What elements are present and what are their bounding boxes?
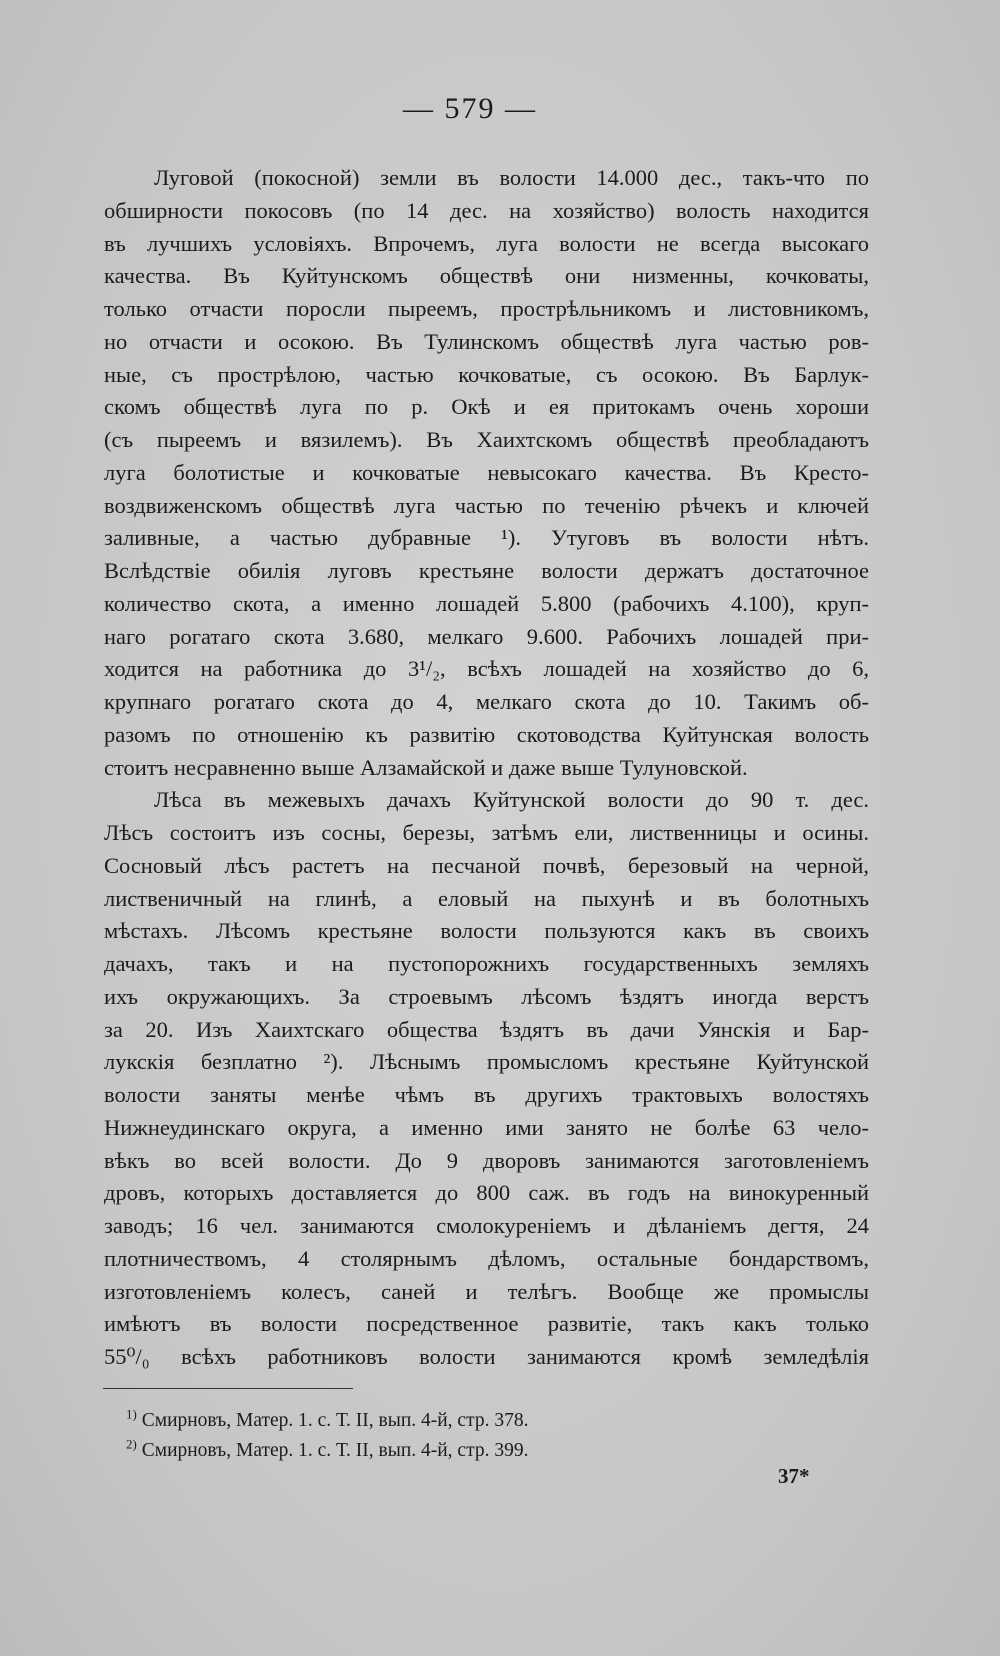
text-line: Вслѣдствiе обилiя луговъ крестьяне волости держатъ достаточное xyxy=(104,558,869,583)
text-line: заводъ; 16 чел. занимаются смолокуренiемъ и дѣланiемъ дегтя, 24 xyxy=(104,1213,869,1238)
text-line: обширности покосовъ (по 14 дес. на хозяйство) волость находится xyxy=(104,197,869,223)
text-line: волости заняты менѣе чѣмъ въ другихъ трактовыхъ волостяхъ xyxy=(104,1082,869,1107)
text-line: стоитъ несравненно выше Алзамайской и даже выше Тулуновской. xyxy=(104,754,748,780)
footnote-text: Смирновъ, Матер. 1. с. Т. II, вып. 4-й, стр. 399. xyxy=(136,1440,529,1461)
text-line: ходится на работника до 3¹/₂, всѣхъ лошадей на хозяйство до 6, xyxy=(104,656,869,682)
printer-signature: 37* xyxy=(778,1464,810,1488)
footnote-divider xyxy=(103,1388,353,1389)
text-line: луга болотистые и кочковатые невысокаго качества. Въ Кресто- xyxy=(104,459,869,485)
text-line: наго рогатаго скота 3.680, мелкаго 9.600. Рабочихъ лошадей при- xyxy=(104,623,869,649)
footnotes xyxy=(126,1406,826,1466)
text-line: имѣютъ въ волости посредственное развитiе, такъ какъ только xyxy=(104,1311,869,1337)
text-line: крупнаго рогатаго скота до 4, мелкаго скота до 10. Такимъ об- xyxy=(104,689,869,714)
body-text xyxy=(104,162,869,1374)
text-line: Нижнеудинскаго округа, а именно ими занято не болѣе 63 чело- xyxy=(104,1114,869,1140)
text-line: но отчасти и осокою. Въ Тулинскомъ обществѣ луга частью ров- xyxy=(104,328,869,354)
text-line: ные, съ прострѣлою, частью кочковатые, съ осокою. Въ Барлук- xyxy=(104,361,869,387)
footnote-mark: 2) xyxy=(126,1436,137,1452)
text-line: Сосновый лѣсъ растетъ на песчаной почвѣ, березовый на черной, xyxy=(104,852,869,878)
text-line: воздвиженскомъ обществѣ луга частью по теченiю рѣчекъ и ключей xyxy=(104,492,869,518)
text-line: Лѣсъ состоитъ изъ сосны, березы, затѣмъ ели, лиственницы и осины. xyxy=(104,820,869,845)
text-line: лукскiя безплатно ²). Лѣснымъ промысломъ крестьяне Куйтунской xyxy=(104,1049,869,1075)
text-line: разомъ по отношенiю къ развитiю скотоводства Куйтунская волость xyxy=(104,721,869,747)
footnote-2 xyxy=(126,1436,826,1466)
text-line: количество скота, а именно лошадей 5.800 (рабочихъ 4.100), круп- xyxy=(104,590,869,616)
text-line: заливные, а частью дубравные ¹). Утуговъ въ волости нѣтъ. xyxy=(104,525,869,551)
text-line: вѣкъ во всей волости. До 9 дворовъ занимаются заготовленiемъ xyxy=(104,1147,869,1173)
text-line: лиственичный на глинѣ, а еловый на пыхунѣ и въ болотныхъ xyxy=(104,885,869,911)
page-number: — 579 — xyxy=(403,92,537,125)
text-line: 55⁰/₀ всѣхъ работниковъ волости занимаются кромѣ земледѣлiя xyxy=(104,1344,869,1369)
text-line: скомъ обществѣ луга по р. Окѣ и ея притокамъ очень хороши xyxy=(104,394,869,420)
text-line: изготовленiемъ колесъ, саней и телѣгъ. Вообще же промыслы xyxy=(104,1278,869,1304)
text-line: за 20. Изъ Хаихтскаго общества ѣздятъ въ дачи Уянскiя и Бар- xyxy=(104,1016,869,1042)
text-line: ихъ окружающихъ. За строевымъ лѣсомъ ѣздятъ иногда верстъ xyxy=(104,983,869,1009)
text-line: качества. Въ Куйтунскомъ обществѣ они низменны, кочковаты, xyxy=(104,263,869,289)
text-line: дровъ, которыхъ доставляется до 800 саж. въ годъ на винокуренный xyxy=(104,1180,869,1206)
text-line: Луговой (покосной) земли въ волости 14.000 дес., такъ-что по xyxy=(154,165,869,190)
text-line: (съ пыреемъ и вязилемъ). Въ Хаихтскомъ обществѣ преобладаютъ xyxy=(104,427,869,452)
text-line: мѣстахъ. Лѣсомъ крестьяне волости пользуются какъ въ своихъ xyxy=(104,918,869,944)
footnote-1 xyxy=(126,1406,826,1436)
footnote-mark: 1) xyxy=(126,1406,137,1422)
text-line: дачахъ, такъ и на пустопорожнихъ государственныхъ земляхъ xyxy=(104,951,869,976)
text-line: плотничествомъ, 4 столярнымъ дѣломъ, остальные бондарствомъ, xyxy=(104,1245,869,1271)
text-line: только отчасти поросли пыреемъ, прострѣльникомъ и листовникомъ, xyxy=(104,296,869,321)
footnote-text: Смирновъ, Матер. 1. с. Т. II, вып. 4-й, стр. 378. xyxy=(136,1410,529,1431)
text-line: Лѣса въ межевыхъ дачахъ Куйтунской волости до 90 т. дес. xyxy=(154,787,869,813)
text-line: въ лучшихъ условiяхъ. Впрочемъ, луга волости не всегда высокаго xyxy=(104,230,869,256)
